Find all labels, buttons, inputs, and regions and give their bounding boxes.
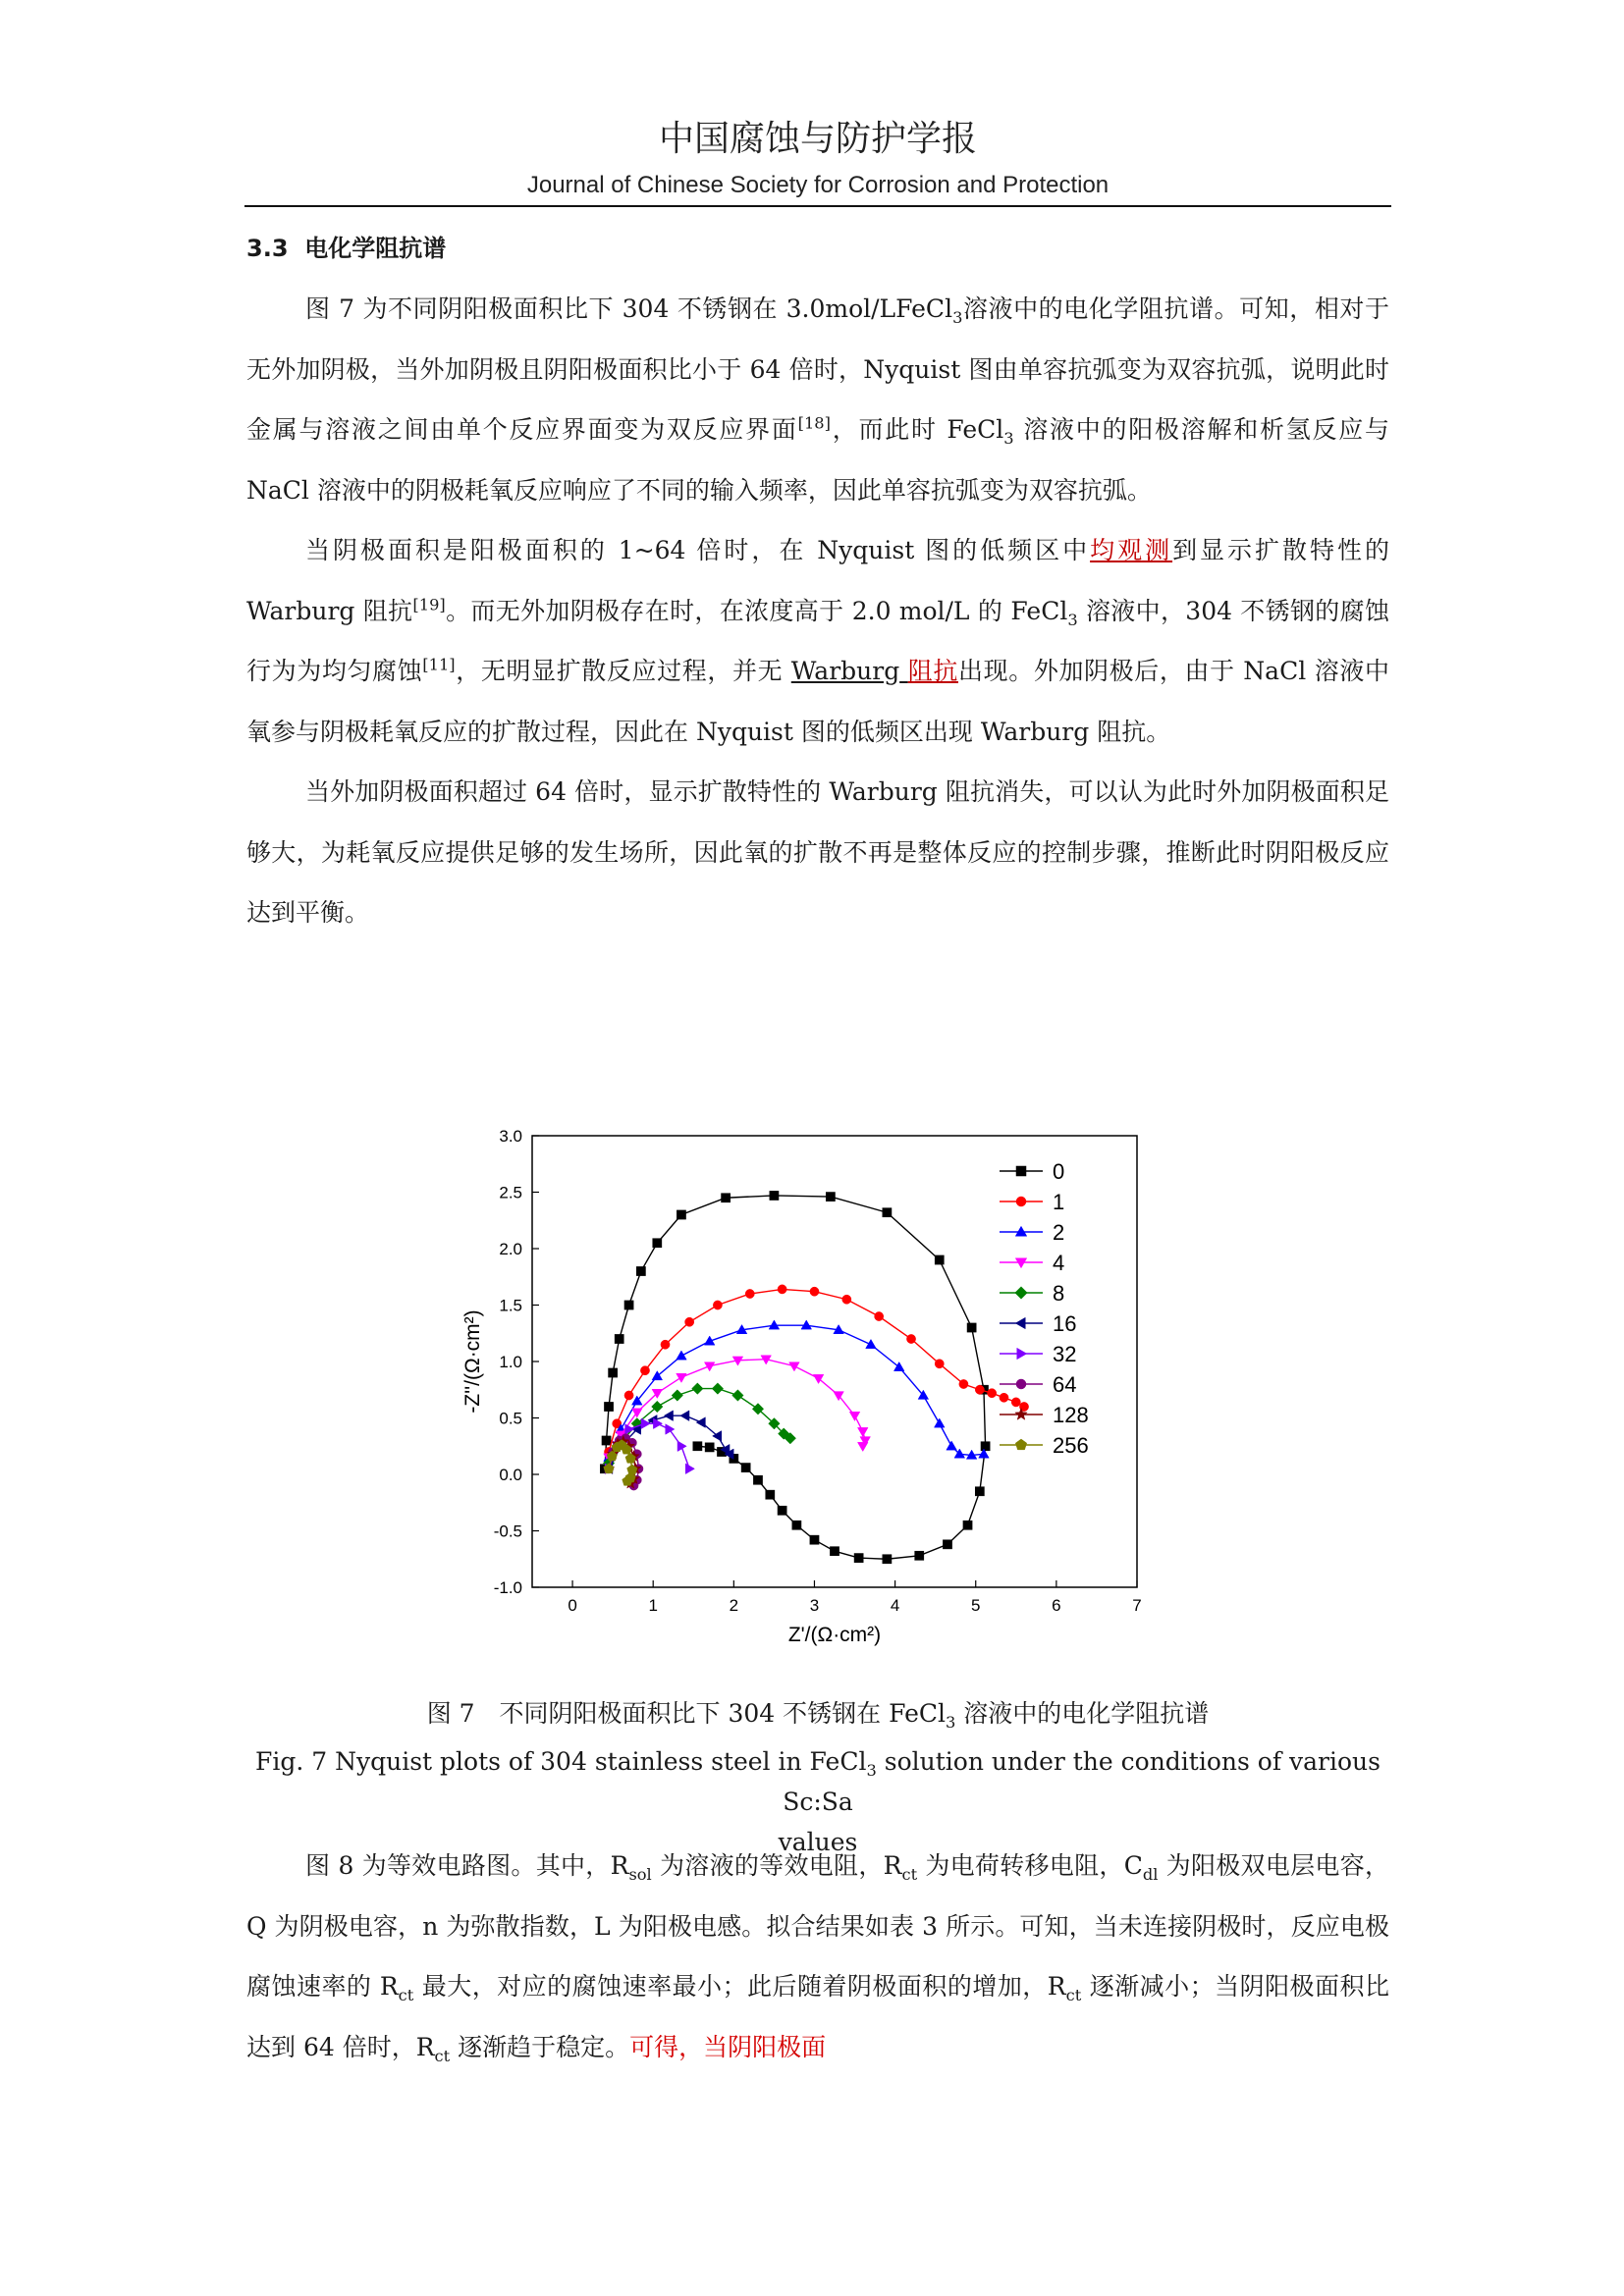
section-heading xyxy=(246,232,446,265)
data-point xyxy=(685,1317,694,1326)
x-tick-label: 3 xyxy=(809,1596,820,1615)
p4-text-red: 可得，当阴阳极面 xyxy=(629,2032,827,2061)
data-point xyxy=(975,1385,984,1394)
data-point xyxy=(975,1487,984,1496)
nyquist-chart xyxy=(461,1119,1168,1669)
y-tick-label: -0.5 xyxy=(493,1522,522,1541)
p2-text-f: 出现。外加阴极后，由于 NaCl 溶液中氧参与阴极耗氧反应的扩散过程，因此在 Nyquist 图的低频区出现 Warburg 阻抗。 xyxy=(246,657,1389,746)
legend-marker xyxy=(1017,1348,1027,1360)
legend-entry xyxy=(1000,1403,1089,1427)
data-point xyxy=(857,1427,868,1436)
data-point xyxy=(609,1368,618,1377)
data-point xyxy=(713,1301,722,1309)
p4-sub-ct3: ct xyxy=(1065,1986,1082,2004)
caption-en-b: solution under the conditions of various Sc:Sa xyxy=(783,1747,1380,1816)
data-point xyxy=(604,1402,613,1411)
p2-link-2[interactable]: 阻抗 xyxy=(907,657,958,685)
data-point xyxy=(653,1239,662,1248)
header-rule xyxy=(244,205,1391,207)
legend-label: 1 xyxy=(1053,1190,1065,1214)
data-point xyxy=(692,1383,704,1395)
upper-body-text xyxy=(246,279,1389,943)
data-point xyxy=(830,1547,839,1556)
data-point xyxy=(661,1340,670,1349)
p1-text-d: 溶液中的阳极溶解和析氢反应与 NaCl 溶液中的阴极耗氧反应响应了不同的输入频率，因此单容抗弧变为双容抗弧。 xyxy=(246,415,1389,505)
data-point xyxy=(810,1287,819,1296)
data-point xyxy=(602,1436,611,1445)
nyquist-chart-svg xyxy=(461,1119,1168,1669)
legend xyxy=(1000,1159,1089,1458)
legend-entry xyxy=(1000,1311,1076,1336)
data-point xyxy=(875,1311,884,1320)
data-point xyxy=(826,1193,835,1201)
p4-text-d: 为阳极双电层电容，Q 为阴极电容，n 为弥散指数，L 为阳极电感。拟合结果如表 3 所示。可知，当未连接阴极时，反应电极腐蚀速率的 R xyxy=(246,1851,1390,2001)
p4-sub-ct2: ct xyxy=(398,1986,414,2004)
x-axis-label: Z'/(Ω·cm²) xyxy=(787,1624,882,1646)
p4-text-a: 图 8 为等效电路图。其中，R xyxy=(305,1851,629,1880)
data-point xyxy=(770,1191,779,1200)
p4-sub-dl: dl xyxy=(1142,1865,1159,1884)
y-tick-label: -1.0 xyxy=(493,1578,522,1597)
data-point xyxy=(810,1535,819,1544)
p4-sub-ct4: ct xyxy=(434,2046,451,2065)
data-point xyxy=(615,1334,623,1343)
x-tick-label: 7 xyxy=(1132,1596,1142,1615)
lower-body-text xyxy=(246,1836,1389,2077)
p2-ref-2: [11] xyxy=(422,655,456,674)
journal-header xyxy=(244,116,1391,200)
p4-sub-sol: sol xyxy=(628,1865,652,1884)
y-tick-label: 1.5 xyxy=(499,1296,522,1315)
x-tick-label: 4 xyxy=(890,1596,900,1615)
p4-text-b: 为溶液的等效电阻，R xyxy=(651,1851,902,1880)
p2-text-b: 到显示扩散特性的 Warburg 阻抗 xyxy=(246,536,1389,625)
legend-entry xyxy=(1000,1342,1076,1366)
y-tick-label: 3.0 xyxy=(499,1127,522,1146)
legend-marker xyxy=(1016,1197,1026,1206)
data-point xyxy=(943,1540,951,1549)
p4-text-g: 逐渐趋于稳定。 xyxy=(450,2032,630,2061)
legend-label: 8 xyxy=(1053,1281,1065,1306)
data-point xyxy=(677,1351,687,1360)
legend-marker xyxy=(1016,1379,1026,1389)
data-point xyxy=(732,1390,744,1402)
data-point xyxy=(934,1418,945,1427)
data-point xyxy=(636,1266,645,1275)
caption-en-a: Fig. 7 Nyquist plots of 304 stainless steel in FeCl xyxy=(255,1747,867,1776)
legend-marker xyxy=(1015,1258,1027,1268)
p2-sub-c: 3 xyxy=(1067,610,1078,629)
data-point xyxy=(666,1424,675,1435)
data-point xyxy=(677,1373,687,1382)
data-point xyxy=(685,1464,694,1474)
legend-entry xyxy=(1000,1372,1076,1397)
data-point xyxy=(664,1411,673,1421)
data-point xyxy=(981,1442,990,1451)
x-tick-label: 2 xyxy=(729,1596,739,1615)
p4-text-f: 逐渐减小；当阴阳极面积比达到 64 倍时，R xyxy=(246,1972,1389,2061)
legend-label: 32 xyxy=(1053,1342,1077,1366)
data-point xyxy=(741,1464,750,1472)
data-point xyxy=(906,1334,915,1343)
figure-caption-cn xyxy=(246,1693,1389,1734)
p2-text-a: 当阴极面积是阳极面积的 1~64 倍时，在 Nyquist 图的低频区中 xyxy=(305,536,1091,564)
paragraph-1 xyxy=(246,279,1389,520)
x-tick-label: 5 xyxy=(970,1596,981,1615)
legend-marker xyxy=(1015,1317,1025,1329)
legend-entry xyxy=(1000,1159,1064,1184)
data-point xyxy=(854,1554,863,1563)
journal-title-en: Journal of Chinese Society for Corrosion and Protection xyxy=(526,172,1110,198)
p4-text-e: 最大，对应的腐蚀速率最小；此后随着阴极面积的增加，R xyxy=(413,1972,1066,2001)
legend-marker xyxy=(1015,1226,1027,1236)
legend-marker xyxy=(1015,1439,1026,1450)
legend-label: 16 xyxy=(1053,1311,1077,1336)
p1-ref: [18] xyxy=(797,413,831,433)
legend-marker xyxy=(1015,1287,1028,1300)
p1-sub-a: 3 xyxy=(952,308,963,327)
data-point xyxy=(1011,1398,1020,1407)
caption-en-sub: 3 xyxy=(866,1761,877,1780)
caption-cn-b: 溶液中的电化学阻抗谱 xyxy=(955,1699,1210,1728)
data-point xyxy=(883,1555,892,1564)
data-point xyxy=(722,1194,731,1202)
caption-cn-a: 图 7 不同阴阳极面积比下 304 不锈钢在 FeCl xyxy=(426,1699,946,1728)
data-point xyxy=(778,1285,786,1294)
data-point xyxy=(624,1391,633,1400)
x-tick-label: 6 xyxy=(1052,1596,1061,1615)
paragraph-2 xyxy=(246,520,1389,762)
data-point xyxy=(915,1551,924,1560)
data-point xyxy=(677,1210,685,1219)
data-point xyxy=(624,1301,633,1309)
legend-marker xyxy=(1016,1166,1026,1176)
legend-entry xyxy=(1000,1220,1064,1245)
data-point xyxy=(653,1418,662,1429)
data-point xyxy=(988,1389,997,1398)
p2-warburg-underlined: Warburg xyxy=(790,657,900,685)
legend-entry xyxy=(1000,1433,1089,1458)
legend-label: 2 xyxy=(1053,1220,1065,1245)
data-point xyxy=(883,1208,892,1217)
legend-label: 256 xyxy=(1053,1433,1089,1458)
data-point xyxy=(640,1366,649,1375)
data-point xyxy=(947,1441,957,1450)
data-point xyxy=(935,1360,944,1368)
p1-text-a: 图 7 为不同阴阳极面积比下 304 不锈钢在 3.0mol/LFeCl xyxy=(305,294,953,323)
p2-underlined-space xyxy=(899,657,908,685)
data-point xyxy=(712,1383,724,1395)
data-point xyxy=(963,1521,972,1529)
data-point xyxy=(857,1442,868,1451)
data-point xyxy=(766,1490,775,1499)
y-tick-label: 0.5 xyxy=(499,1409,522,1428)
legend-label: 128 xyxy=(1053,1403,1089,1427)
data-point xyxy=(753,1475,762,1484)
data-point xyxy=(893,1362,904,1370)
y-tick-label: 1.0 xyxy=(499,1353,522,1371)
legend-label: 0 xyxy=(1053,1159,1065,1184)
data-point xyxy=(967,1323,976,1332)
legend-entry xyxy=(1000,1190,1064,1214)
data-point xyxy=(705,1443,714,1452)
series-layer xyxy=(600,1191,1028,1564)
plot-frame xyxy=(532,1136,1137,1587)
data-point xyxy=(745,1289,754,1298)
legend-entry xyxy=(1000,1281,1064,1306)
x-tick-label: 1 xyxy=(648,1596,658,1615)
p4-text-c: 为电荷转移电阻，C xyxy=(917,1851,1143,1880)
series-line xyxy=(605,1196,986,1559)
p2-text-d: 溶液中，304 不锈钢的腐蚀行为为均匀腐蚀 xyxy=(246,596,1389,685)
data-point xyxy=(1000,1393,1008,1402)
y-axis-label: -Z''/(Ω·cm²) xyxy=(461,1309,484,1414)
section-number: 3.3 xyxy=(246,235,289,262)
data-point xyxy=(778,1506,786,1515)
data-point xyxy=(959,1379,968,1388)
data-point xyxy=(631,1409,642,1417)
p2-link[interactable]: 均观测 xyxy=(1090,536,1173,564)
x-tick-label: 0 xyxy=(568,1596,577,1615)
caption-cn-sub: 3 xyxy=(946,1713,956,1732)
paragraph-3: 当外加阴极面积超过 64 倍时，显示扩散特性的 Warburg 阻抗消失，可以认为此时外加阴极面积足够大，为耗氧反应提供足够的发生场所，因此氧的扩散不再是整体反应的控制步骤，推断此时阴阳极反应达到平衡。 xyxy=(246,777,1389,927)
p1-text-b: 溶液中的电化学阻抗谱。可知，相对于无外加阴极，当外加阴极且阴阳极面积比小于 64 倍时，Nyquist 图由单容抗弧变为双容抗弧，说明此时金属与溶液之间由单个反应界面变为双反应界面 xyxy=(246,294,1389,444)
legend-label: 64 xyxy=(1053,1372,1077,1397)
legend-label: 4 xyxy=(1053,1251,1065,1275)
legend-entry xyxy=(1000,1251,1064,1275)
data-point xyxy=(789,1362,800,1371)
p1-sub-c: 3 xyxy=(1003,429,1014,448)
p2-ref-1: [19] xyxy=(412,595,446,614)
data-point xyxy=(842,1295,851,1304)
data-point xyxy=(680,1411,689,1421)
data-point xyxy=(704,1362,715,1371)
p4-sub-ct1: ct xyxy=(901,1865,918,1884)
p2-text-c: 。而无外加阴极存在时，在浓度高于 2.0 mol/L 的 FeCl xyxy=(445,596,1068,625)
section-title: 电化学阻抗谱 xyxy=(304,235,447,262)
data-point xyxy=(849,1412,860,1420)
paragraph-4 xyxy=(246,1836,1389,2077)
journal-title-cn: 中国腐蚀与防护学报 xyxy=(658,119,977,159)
p2-text-e: ，无明显扩散反应过程，并无 xyxy=(455,657,791,685)
p1-text-c: ，而此时 FeCl xyxy=(830,415,1004,444)
data-point xyxy=(672,1390,683,1402)
y-tick-label: 2.5 xyxy=(499,1183,522,1202)
y-tick-label: 2.0 xyxy=(499,1240,522,1258)
data-point xyxy=(693,1442,702,1451)
data-point xyxy=(792,1521,801,1529)
y-tick-label: 0.0 xyxy=(499,1466,522,1484)
data-point xyxy=(935,1255,944,1264)
data-point xyxy=(696,1417,705,1428)
caption-en-c: values xyxy=(778,1828,858,1856)
data-point xyxy=(866,1339,877,1348)
